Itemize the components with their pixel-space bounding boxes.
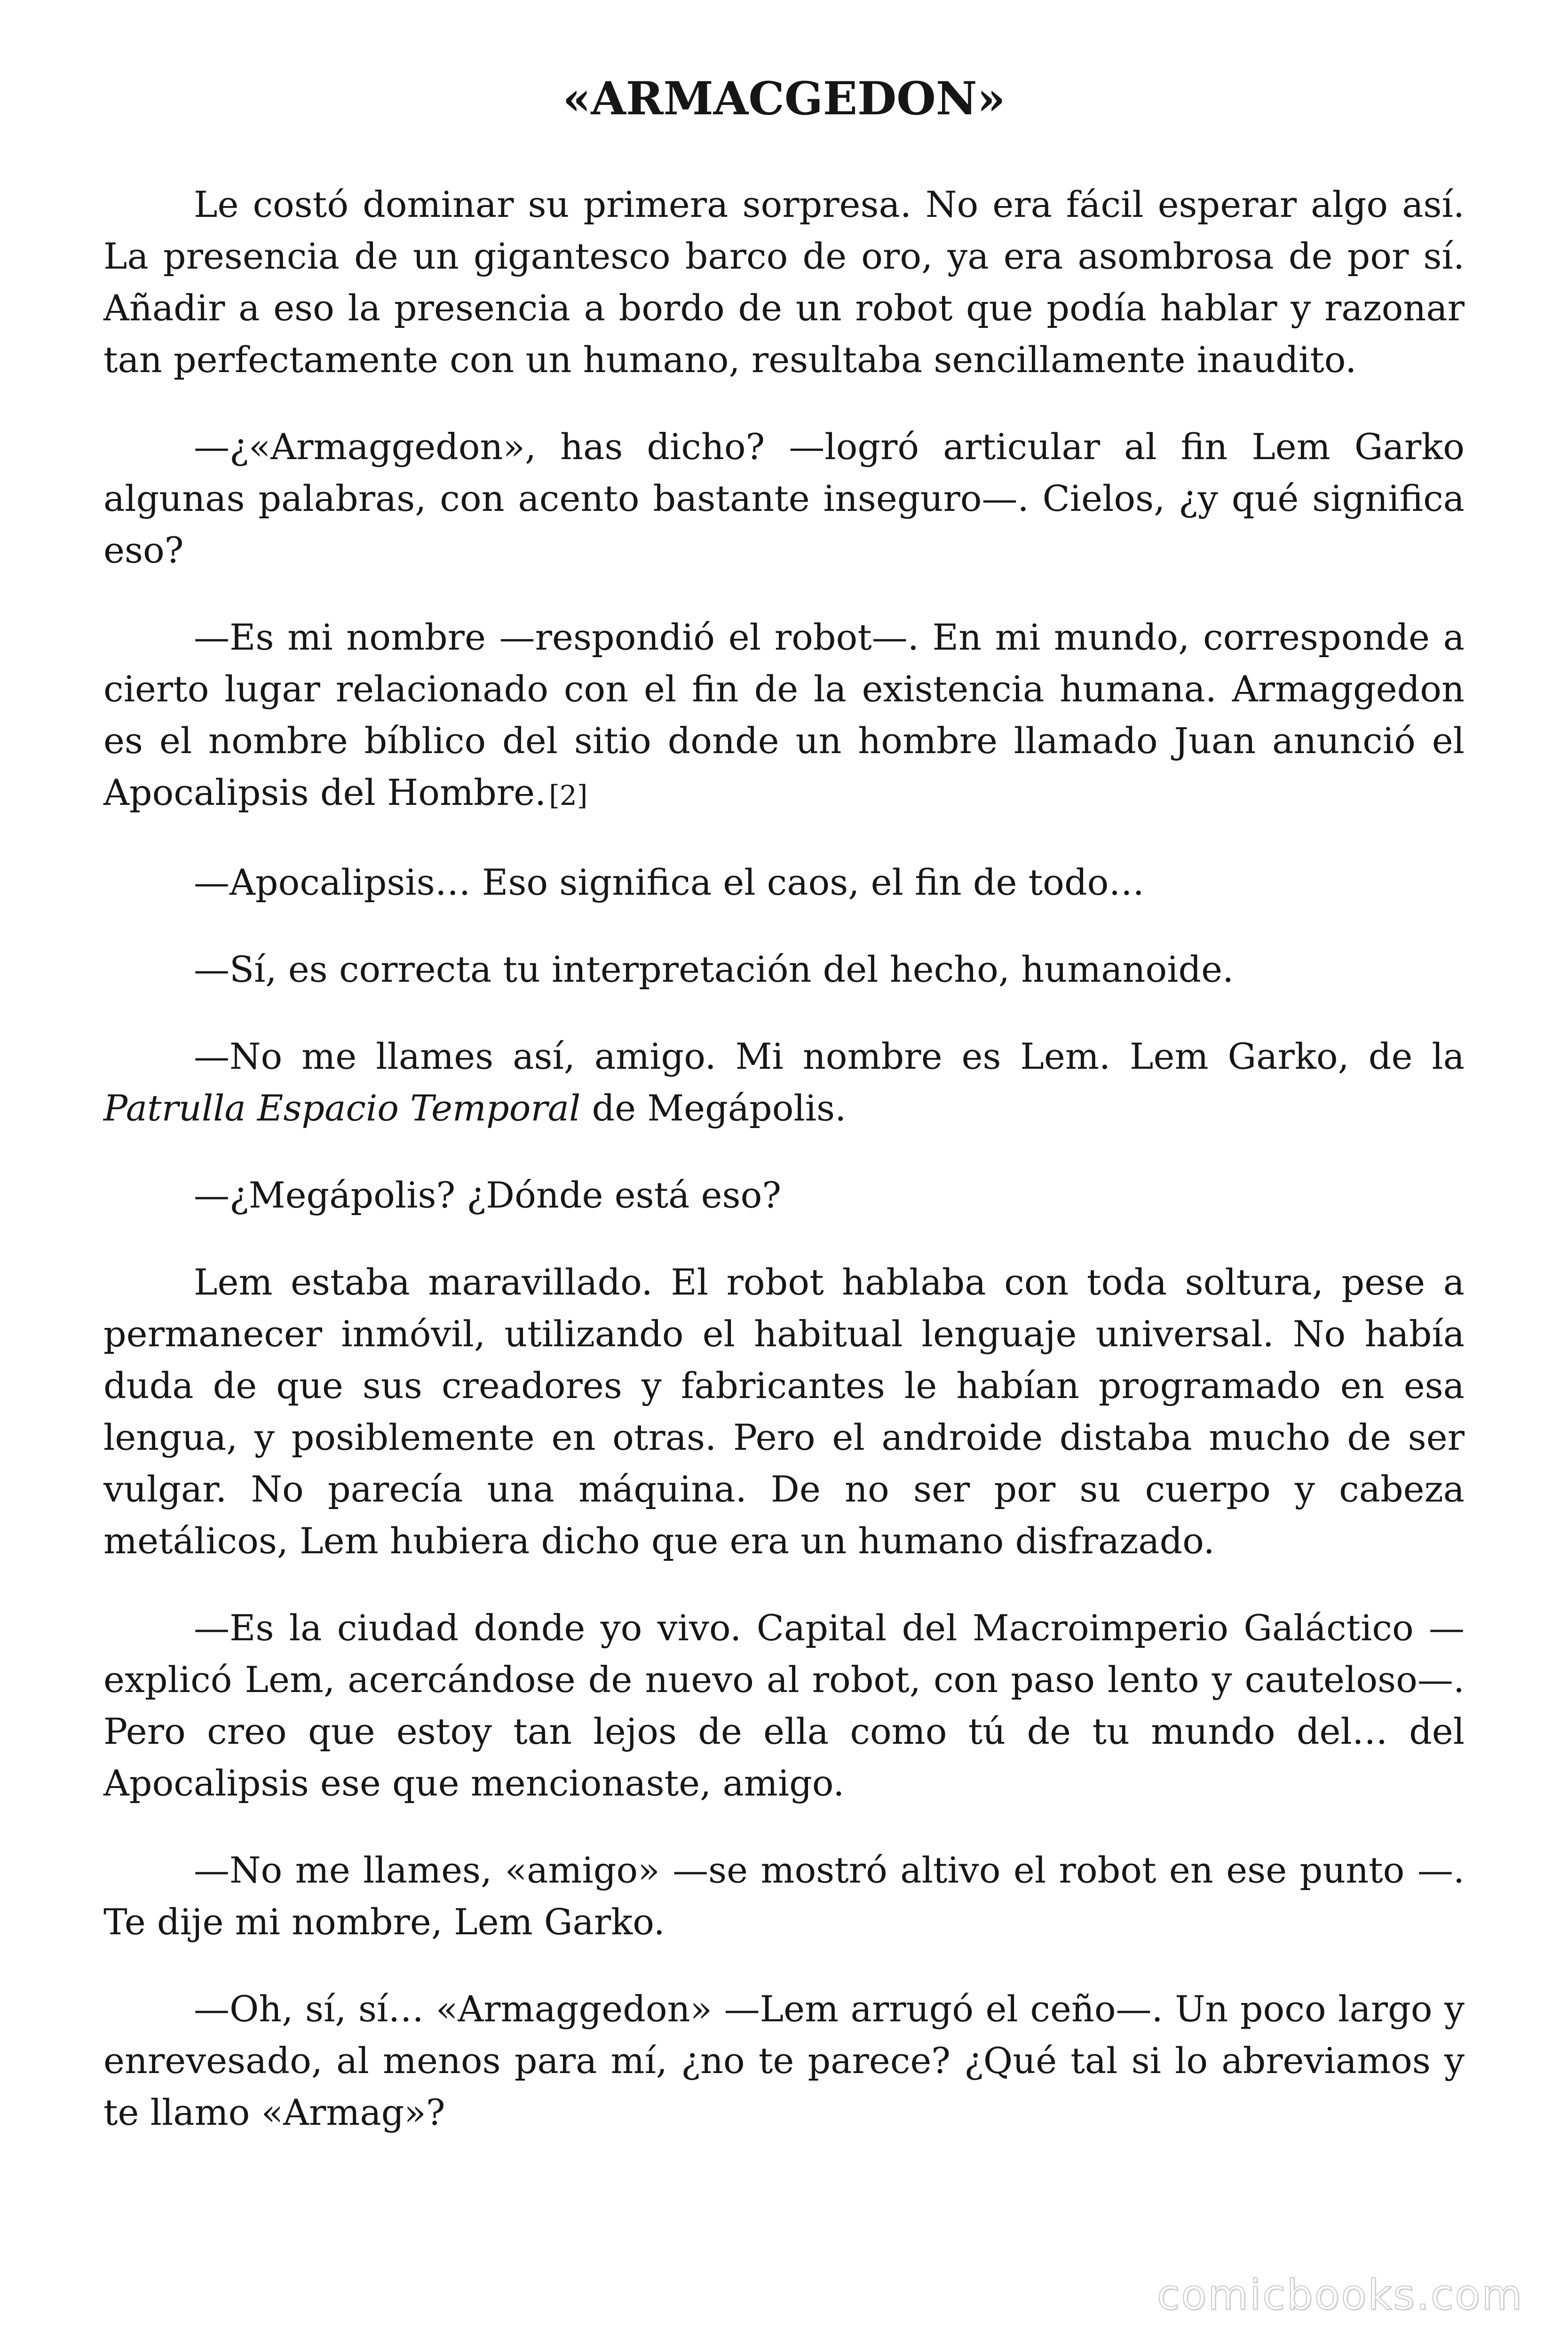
paragraph-5: —Sí, es correcta tu interpretación del hecho, humanoide. bbox=[194, 948, 1234, 990]
paragraph-4: —Apocalipsis… Eso significa el caos, el fin de todo… bbox=[194, 861, 1145, 903]
paragraph-3-text: —Es mi nombre —respondió el robot—. En mi mundo, corresponde a cierto lugar relacionado con el fin de la existencia humana. Armaggedon es el nombre bíblico del sitio donde un hombre llamado Juan anunció el Apocalipsis del Hombre. bbox=[103, 616, 1465, 813]
paragraph-6-italic: Patrulla Espacio Temporal bbox=[103, 1087, 581, 1129]
paragraph-11: —Oh, sí, sí… «Armaggedon» —Lem arrugó el ceño—. Un poco largo y enrevesado, al menos para mí, ¿no te parece? ¿Qué tal si lo abreviamos y te llamo «Armag»? bbox=[103, 1988, 1465, 2133]
paragraph-7: —¿Megápolis? ¿Dónde está eso? bbox=[194, 1174, 782, 1216]
paragraph-1: Le costó dominar su primera sorpresa. No era fácil esperar algo así. La presencia de un gigantesco barco de oro, ya era asombrosa de por sí. Añadir a eso la presencia a bordo de un robot que podía hablar y razonar tan perfectamente con un humano, resultaba sencillamente inaudito. bbox=[103, 183, 1465, 381]
paragraph-8: Lem estaba maravillado. El robot hablaba con toda soltura, pese a permanecer inmóvil, utilizando el habitual lenguaje universal. No había duda de que sus creadores y fabricantes le habían programado en esa lengua, y posiblemente en otras. Pero el androide distaba mucho de ser vulgar. No parecía una máquina. De no ser por su cuerpo y cabeza metálicos, Lem hubiera dicho que era un humano disfrazado. bbox=[103, 1261, 1465, 1562]
paragraph-6 bbox=[103, 1031, 1465, 1134]
paragraph-6-text-b: de Megápolis. bbox=[580, 1087, 847, 1129]
book-page bbox=[103, 66, 1465, 2174]
watermark: comicbooks.com bbox=[1156, 2271, 1523, 2319]
footnote-link[interactable]: [2] bbox=[549, 779, 588, 811]
paragraph-6-text-a: —No me llames así, amigo. Mi nombre es Lem. Lem Garko, de la bbox=[194, 1035, 1465, 1077]
paragraph-9: —Es la ciudad donde yo vivo. Capital del Macroimperio Galáctico —explicó Lem, acercándose de nuevo al robot, con paso lento y cauteloso—. Pero creo que estoy tan lejos de ella como tú de tu mundo del… del Apocalipsis ese que mencionaste, amigo. bbox=[103, 1607, 1465, 1804]
paragraph-10: —No me llames, «amigo» —se mostró altivo el robot en ese punto —. Te dije mi nombre, Lem Garko. bbox=[103, 1849, 1465, 1943]
paragraph-2: —¿«Armaggedon», has dicho? —logró articular al fin Lem Garko algunas palabras, con acento bastante inseguro—. Cielos, ¿y qué significa eso? bbox=[103, 426, 1465, 571]
chapter-title: «ARMACGEDON» bbox=[562, 72, 1006, 125]
paragraph-3 bbox=[103, 612, 1465, 821]
